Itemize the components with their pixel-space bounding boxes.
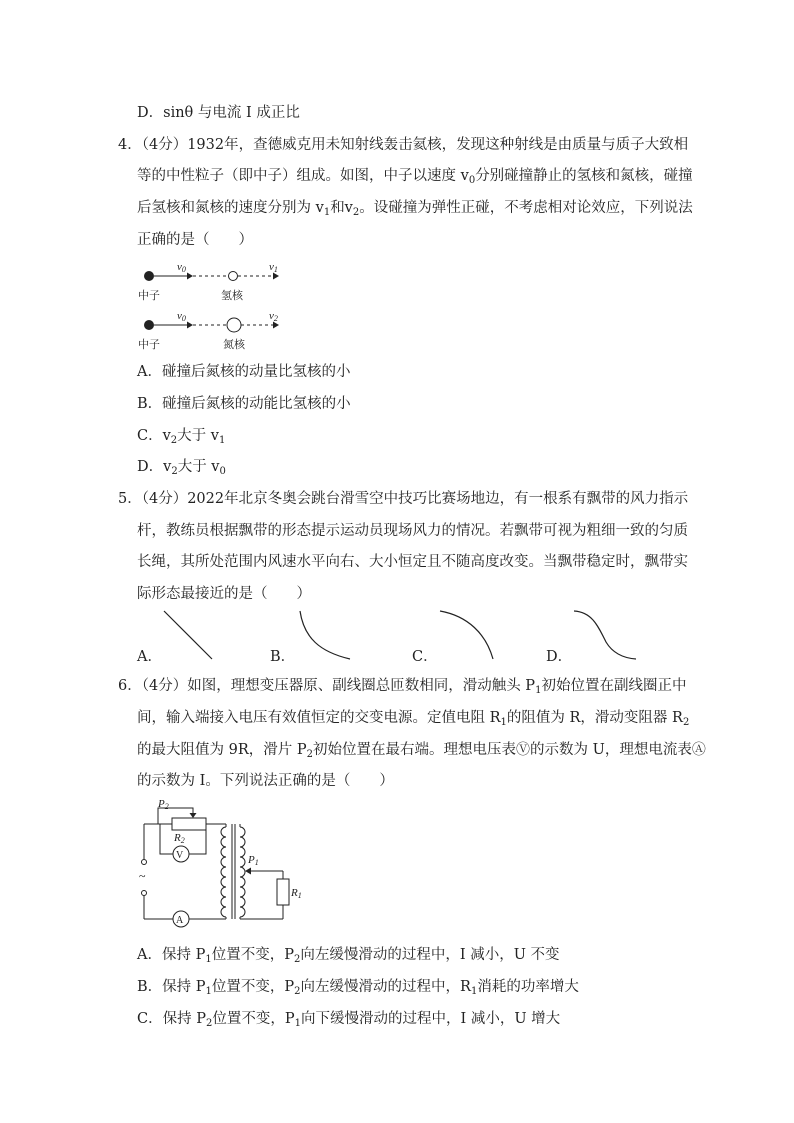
input-terminal-top <box>142 860 147 865</box>
q5-stem-line1: 5．（4分）2022年北京冬奥会跳台滑雪空中技巧比赛场地边，有一根系有飘带的风力指示 <box>118 491 689 507</box>
resistor-r1 <box>277 879 289 905</box>
ribbon-shape-c <box>440 611 493 659</box>
q4-stem-line1: 4．（4分）1932年，查德威克用未知射线轰击氦核，发现这种射线是由质量与质子大致相 <box>118 137 689 153</box>
r2-label: R2 <box>174 832 185 845</box>
neutron-dot-1 <box>144 271 154 281</box>
q6-stem-line3: 的最大阻值为 9R，滑片 $P_2$初始位置在最右端。理想电压表Ⓥ的示数为 U，理想电流表Ⓐ <box>137 742 706 760</box>
q6-stem-line2: 间，输入端接入电压有效值恒定的交变电源。定值电阻 $R_1$的阻值为 R，滑动变阻器 $R_2$ <box>137 710 690 728</box>
q4-option-b: B．碰撞后氮核的动能比氢核的小 <box>137 396 351 412</box>
r1-label: R1 <box>291 887 302 900</box>
q6-stem-line1: 6．（4分）如图，理想变压器原、副线圈总匝数相同，滑动触头 $P_1$初始位置在副线圈正中 <box>118 678 687 696</box>
p1-label: P1 <box>248 854 259 867</box>
neutron-label-2: 中子 <box>138 339 160 351</box>
input-terminal-bottom <box>142 891 147 896</box>
neutron-label-1: 中子 <box>138 290 160 302</box>
q5-label-d: D． <box>546 649 573 665</box>
q4-option-c: C．$v_2$大于 $v_1$ <box>137 428 226 446</box>
secondary-coil <box>240 827 245 917</box>
q3-option-d: D．sinθ 与电流 I 成正比 <box>137 105 300 121</box>
q5-label-a: A． <box>137 649 162 665</box>
q5-stem-line4: 际形态最接近的是（ ） <box>137 586 311 602</box>
q4-option-a: A．碰撞后氮核的动量比氢核的小 <box>137 364 351 380</box>
q5-label-b: B． <box>270 649 296 665</box>
ac-source-symbol: ~ <box>139 869 146 883</box>
q5-label-c: C． <box>412 649 438 665</box>
rheostat-r2 <box>172 818 206 830</box>
ribbon-shape-b <box>300 611 350 659</box>
v1-label: v1 <box>269 261 278 274</box>
nitrogen-label: 氮核 <box>223 339 245 351</box>
voltmeter-symbol: Ⓥ <box>516 742 530 758</box>
neutron-dot-2 <box>144 320 154 330</box>
v0-label-2: v0 <box>177 310 186 323</box>
q5-stem-line2: 杆，教练员根据飘带的形态提示运动员现场风力的情况。若飘带可视为粗细一致的匀质 <box>137 523 688 539</box>
q6-option-b: B．保持 $P_1$位置不变，$P_2$向左缓慢滑动的过程中，$R_1$消耗的功率增大 <box>137 979 579 997</box>
q6-option-a: A．保持 $P_1$位置不变，$P_2$向左缓慢滑动的过程中，I 减小，U 不变 <box>137 947 560 965</box>
p2-label: P2 <box>158 798 169 811</box>
q5-stem-line3: 长绳，其所处范围内风速水平向右、大小恒定且不随高度改变。当飘带稳定时，飘带实 <box>137 554 688 570</box>
q4-stem-line3: 后氢核和氮核的速度分别为 $v_1$和$v_2$。设碰撞为弹性正碰，不考虑相对论效应，下列说法 <box>137 200 693 218</box>
q4-stem-line4: 正确的是（ ） <box>137 232 253 248</box>
nitrogen-nucleus <box>227 318 241 332</box>
q4-stem-line2: 等的中性粒子（即中子）组成。如图，中子以速度 $v_0$分别碰撞静止的氢核和氮核，碰撞 <box>137 168 693 186</box>
hydrogen-nucleus <box>229 272 238 281</box>
primary-coil <box>221 827 226 917</box>
q6-transformer-circuit <box>136 797 316 925</box>
q4-collision-figure <box>135 258 295 353</box>
v0-label-1: v0 <box>177 261 186 274</box>
hydrogen-label: 氢核 <box>221 290 243 302</box>
q6-option-c: C．保持 $P_2$位置不变，$P_1$向下缓慢滑动的过程中，I 减小，U 增大 <box>137 1011 561 1029</box>
ribbon-shape-a <box>164 611 212 659</box>
svg-text:A: A <box>176 915 184 926</box>
svg-text:V: V <box>176 850 184 861</box>
q4-option-d: D．$v_2$大于 $v_0$ <box>137 459 226 477</box>
ribbon-shape-d <box>574 611 636 659</box>
ammeter-symbol: Ⓐ <box>691 742 706 758</box>
v2-label: v2 <box>269 310 278 323</box>
q6-stem-line4: 的示数为 I。下列说法正确的是（ ） <box>137 773 394 789</box>
